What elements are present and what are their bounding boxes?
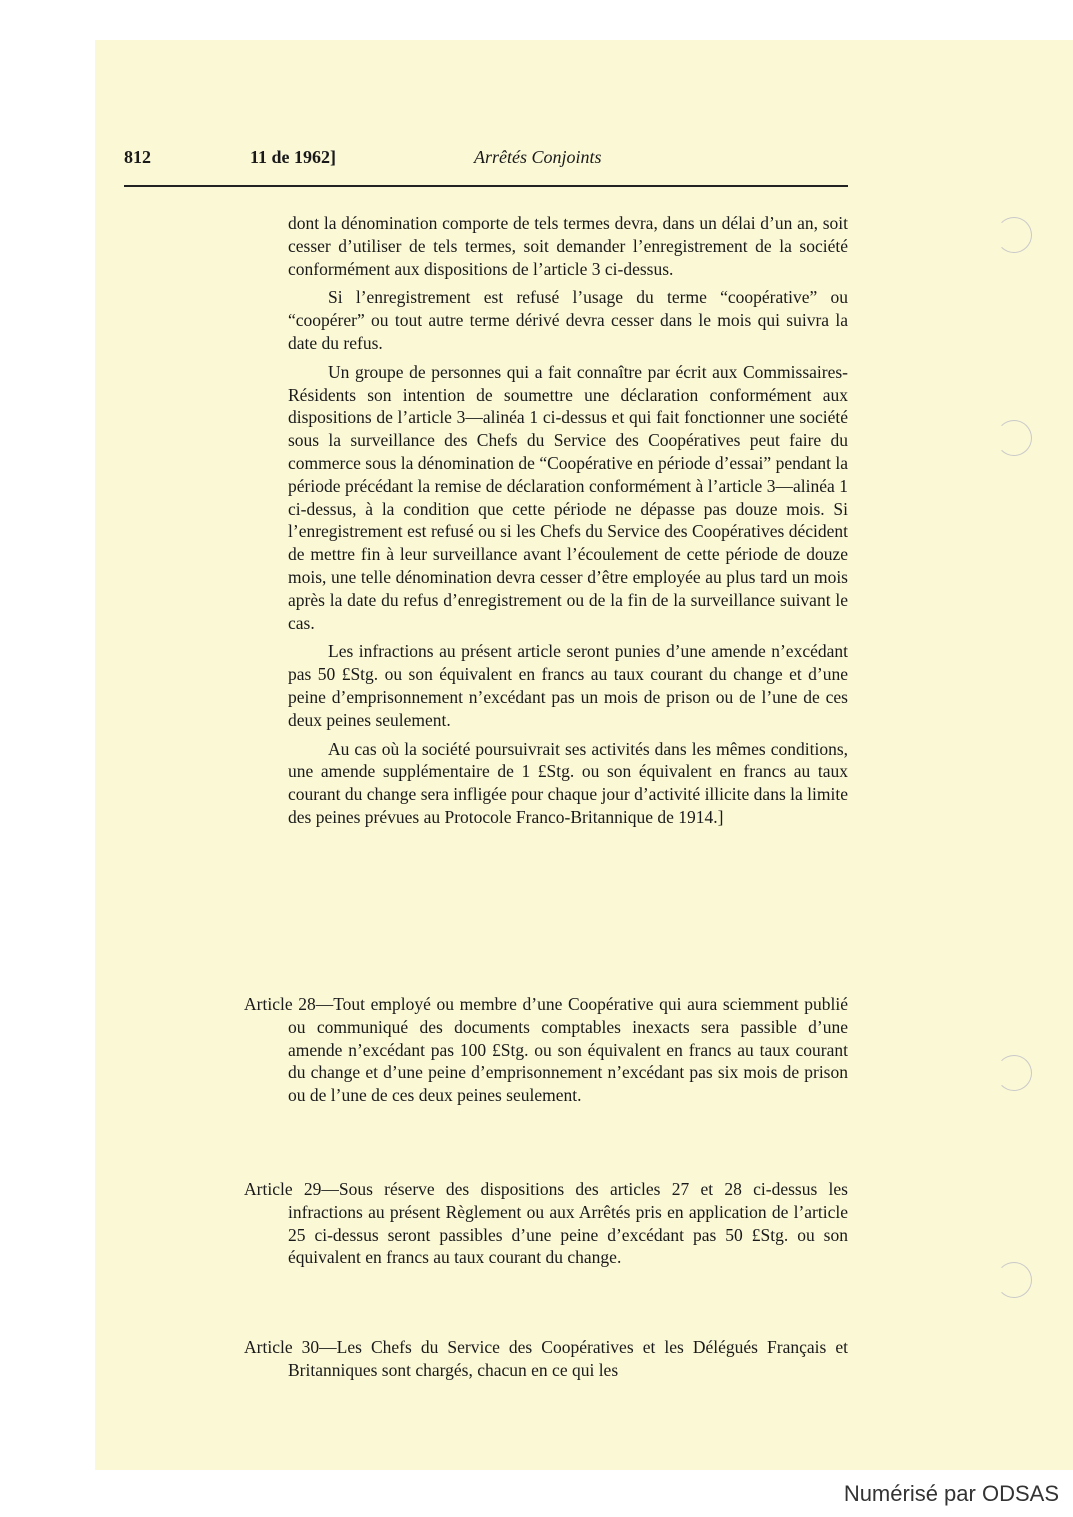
article-29: Article 29—Sous réserve des dispositions des articles 27 et 28 ci-dessus les infractions au présent Règlement ou aux Arrêtés pris en application de l’article 25 ci-dessus seront passibles d’une peine d’excédant pas 50 £Stg. ou son équivalent en francs au taux courant du change. xyxy=(244,1179,848,1268)
paragraph: Les infractions au présent article seront punies d’une amende n’excédant pas 50 £Stg. ou son équivalent en francs au taux courant du change et d’une peine d’emprisonnement n’excédant pas un mois de prison ou de l’une de ces deux peines seulement. xyxy=(288,641,848,730)
article-30: Article 30—Les Chefs du Service des Coopératives et les Délégués Français et Britanniques sont chargés, chacun en ce qui les xyxy=(244,1337,848,1380)
header-title: Arrêtés Conjoints xyxy=(474,147,602,167)
article-28: Article 28—Tout employé ou membre d’une Coopérative qui aura sciemment publié ou communiqué des documents comptables inexacts sera passible d’une amende n’excédant pas 100 £Stg. ou son équivalent en francs au taux courant du change et d’une peine d’emprisonnement n’excédant pas six mois de prison ou de l’une de ces deux peines seulement. xyxy=(244,994,848,1106)
continued-article-text xyxy=(288,212,848,835)
punch-hole-icon xyxy=(996,1262,1032,1298)
page-header xyxy=(124,147,848,173)
punch-hole-icon xyxy=(996,217,1032,253)
header-date: 11 de 1962] xyxy=(250,147,337,167)
punch-hole-icon xyxy=(996,420,1032,456)
paragraph: Au cas où la société poursuivrait ses activités dans les mêmes conditions, une amende supplémentaire de 1 £Stg. ou son équivalent en francs au taux courant du change sera infligée pour chaque jour d’activité illicite dans la limite des peines prévues au Protocole Franco-Britannique de 1914.] xyxy=(288,738,848,827)
page-number: 812 xyxy=(124,147,151,167)
digitization-credit: Numérisé par ODSAS xyxy=(843,1481,1059,1506)
header-rule xyxy=(124,185,848,187)
punch-hole-icon xyxy=(996,1055,1032,1091)
paragraph: dont la dénomination comporte de tels termes devra, dans un délai d’un an, soit cesser d’utiliser de tels termes, soit demander l’enregistrement de la société conformément aux dispositions de l’article 3 ci-dessus. xyxy=(288,213,848,279)
paragraph: Un groupe de personnes qui a fait connaître par écrit aux Commissaires-Résidents son intention de soumettre une déclaration conformément aux dispositions de l’article 3—alinéa 1 ci-dessus et qui fait fonctionner une société sous la surveillance des Chefs du Service des Coopératives peut faire du commerce sous la dénomination de “Coopérative en période d’essai” pendant la période précédant la remise de déclaration conformément à l’article 3—alinéa 1 ci-dessus, à la condition que cette période ne dépasse pas douze mois. Si l’enregistrement est refusé ou si les Chefs du Service des Coopératives décident de mettre fin à leur surveillance avant l’écoulement de cette période de douze mois, une telle dénomination devra cesser d’être employée au plus tard un mois après la date du refus d’enregistrement ou de la fin de la surveillance suivant le cas. xyxy=(288,361,848,633)
paragraph: Si l’enregistrement est refusé l’usage du terme “coopérative” ou “coopérer” ou tout autre terme dérivé devra cesser dans le mois qui suivra la date du refus. xyxy=(288,287,848,353)
